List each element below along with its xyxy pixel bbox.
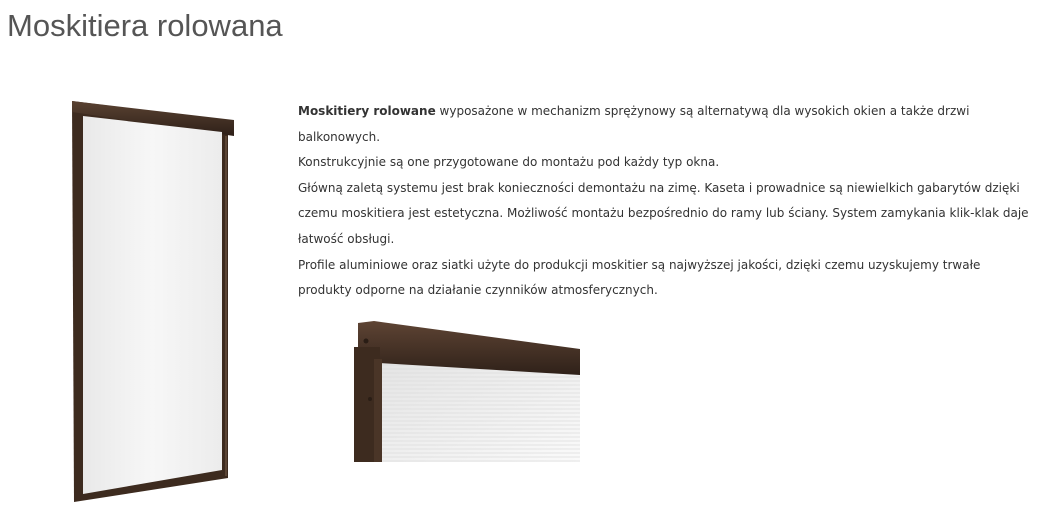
description-paragraph-1 xyxy=(298,99,1036,150)
page-title: Moskitiera rolowana xyxy=(7,8,283,43)
product-name-strong: Moskitiery rolowane xyxy=(298,104,436,118)
description-paragraph-4: Profile aluminiowe oraz siatki użyte do produkcji moskitier są najwyższej jakości, dzięki czemu uzyskujemy trwałe produkty odporne na działanie czynników atmosferycznych. xyxy=(298,257,981,298)
product-image-cassette-detail xyxy=(354,319,580,462)
description-paragraph-3: Główną zaletą systemu jest brak konieczności demontażu na zimę. Kaseta i prowadnice są niewielkich gabarytów dzięki czemu moskitiera jest estetyczna. Możliwość montażu bezpośrednio do ramy lub ściany. System zamykania klik-klak daje łatwość obsługi. xyxy=(298,180,1029,246)
product-description xyxy=(298,99,1036,304)
description-paragraph-2: Konstrukcyjnie są one przygotowane do montażu pod każdy typ okna. xyxy=(298,155,720,170)
description-paragraph-1-text: wyposażone w mechanizm sprężynowy są alternatywą dla wysokich okien a także drzwi balkonowych. xyxy=(298,104,970,144)
product-image-roller-net xyxy=(66,98,238,506)
